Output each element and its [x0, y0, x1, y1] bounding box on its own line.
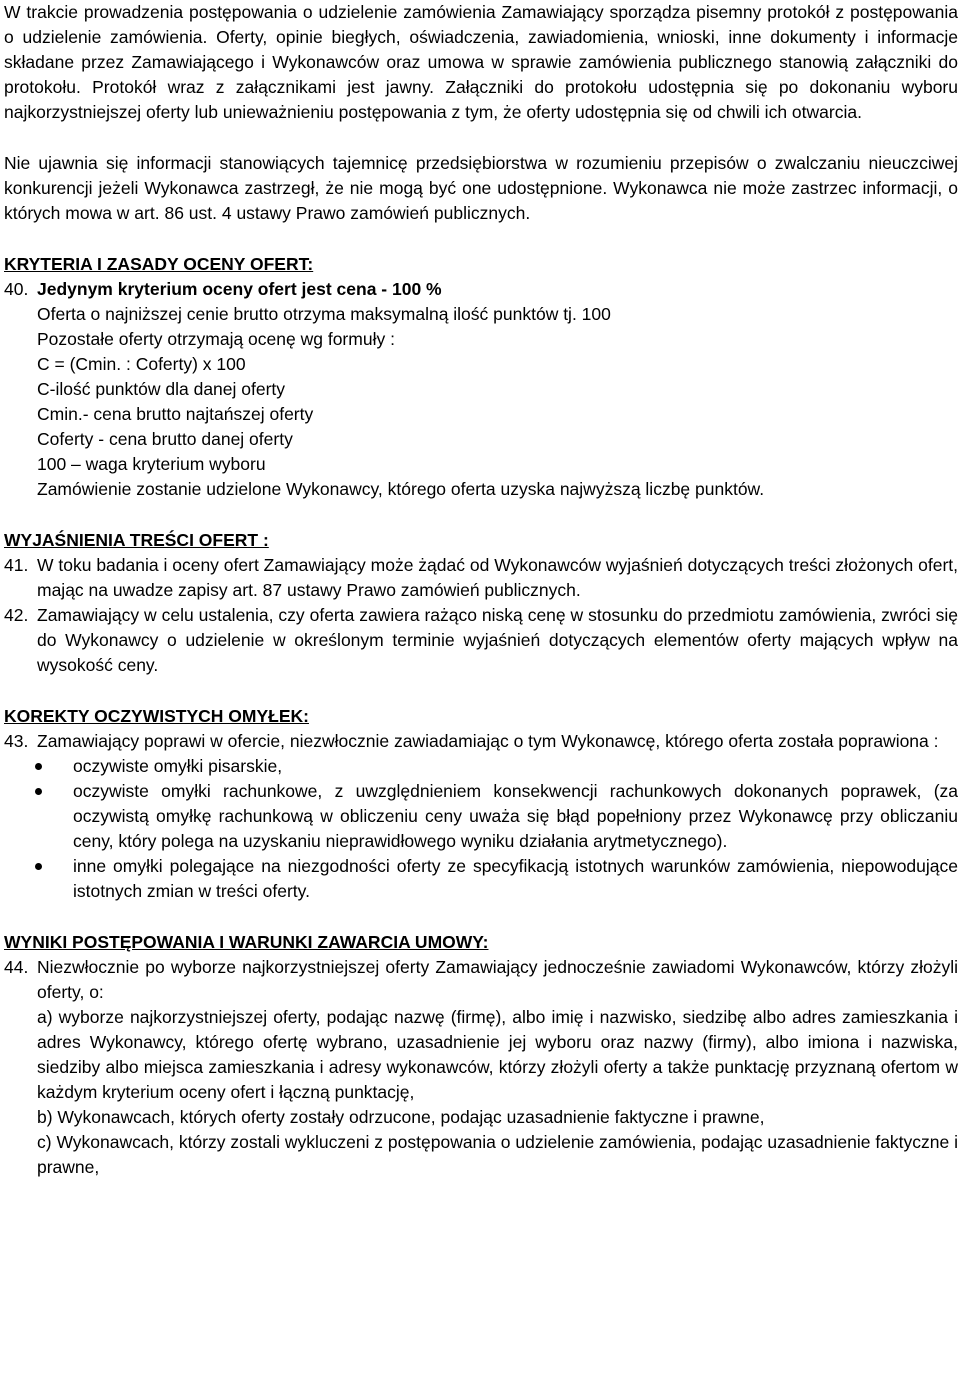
bullet-icon [4, 854, 73, 904]
kryteria-line: C-ilość punktów dla danej oferty [37, 379, 286, 399]
item-text: Zamawiający poprawi w ofercie, niezwłocznie zawiadamiając o tym Wykonawcę, którego oferta została poprawiona : [37, 731, 939, 751]
item-number: 42. [4, 605, 29, 625]
item-number: 43. [4, 731, 29, 751]
kryteria-title: Jedynym kryterium oceny ofert jest cena - 100 % [37, 279, 442, 299]
list-item [4, 854, 958, 904]
heading-korekty: KOREKTY OCZYWISTYCH OMYŁEK: [4, 706, 309, 726]
korekty-bullet-list [4, 754, 958, 904]
heading-wyniki: WYNIKI POSTĘPOWANIA I WARUNKI ZAWARCIA UMOWY: [4, 932, 489, 952]
heading-wyjasnienia: WYJAŚNIENIA TREŚCI OFERT : [4, 530, 269, 550]
item-number: 41. [4, 555, 29, 575]
wyniki-sub-a: a) wyborze najkorzystniejszej oferty, podając nazwę (firmę), albo imię i nazwisko, siedzibę albo adres zamieszkania i adres Wykonawcy, którego ofertę wybrano, uzasadnienie jej wyboru oraz nazwy (firmy), albo imiona i nazwiska, siedziby albo miejsca zamieszkania i adresy wykonawców, którzy złożyli oferty a także punktację przyznaną ofertom w każdym kryterium oceny ofert i łączną punktację, [37, 1007, 958, 1102]
item-43 [4, 729, 958, 754]
heading-kryteria: KRYTERIA I ZASADY OCENY OFERT: [4, 254, 314, 274]
item-44 [4, 955, 958, 1005]
document-page [4, 0, 958, 1180]
wyniki-sub-c: c) Wykonawcach, którzy zostali wykluczeni z postępowania o udzielenie zamówienia, podając uzasadnienie faktyczne i prawne, [37, 1132, 959, 1177]
kryteria-line: 100 – waga kryterium wyboru [37, 454, 266, 474]
kryteria-lines [4, 302, 958, 502]
item-41 [4, 553, 958, 603]
kryteria-line: Cmin.- cena brutto najtańszej oferty [37, 404, 314, 424]
item-42 [4, 603, 958, 678]
intro-paragraph-1: W trakcie prowadzenia postępowania o udzielenie zamówienia Zamawiający sporządza pisemny protokół z postępowania o udzielenie zamówienia. Oferty, opinie biegłych, oświadczenia, zawiadomienia, wnioski, inne dokumenty i informacje składane przez Zamawiającego i Wykonawców oraz umowa w sprawie zamówienia publicznego stanowią załączniki do protokołu. Protokół wraz z załącznikami jest jawny. Załączniki do protokołu udostępnia się po dokonaniu wyboru najkorzystniejszej oferty lub unieważnieniu postępowania z tym, że oferty udostępnia się od chwili ich otwarcia. [4, 2, 958, 122]
item-text: Zamawiający w celu ustalenia, czy oferta zawiera rażąco niską cenę w stosunku do przedmiotu zamówienia, zwróci się do Wykonawcy o udzielenie w określonym terminie wyjaśnień dotyczących elementów oferty mających wpływ na wysokość ceny. [37, 605, 958, 675]
bullet-icon [4, 754, 73, 779]
bullet-text: oczywiste omyłki pisarskie, [73, 756, 283, 776]
intro-paragraph-2: Nie ujawnia się informacji stanowiących tajemnicę przedsiębiorstwa w rozumieniu przepisów o zwalczaniu nieuczciwej konkurencji jeżeli Wykonawca zastrzegł, że nie mogą być one udostępnione. Wykonawca nie może zastrzec informacji, o których mowa w art. 86 ust. 4 ustawy Prawo zamówień publicznych. [4, 153, 958, 223]
list-item [4, 779, 958, 854]
item-text: Niezwłocznie po wyborze najkorzystniejszej oferty Zamawiający jednocześnie zawiadomi Wykonawców, którzy złożyli oferty, o: [37, 957, 958, 1002]
bullet-text: oczywiste omyłki rachunkowe, z uwzględnieniem konsekwencji rachunkowych dokonanych poprawek, (za oczywistą omyłkę rachunkową w obliczeniu ceny uważa się błąd popełniony przez Wykonawcę przy obliczaniu ceny, który polega na uzyskaniu nieprawidłowego wyniku działania arytmetycznego). [73, 781, 958, 851]
item-number: 40. [4, 279, 29, 299]
item-text: W toku badania i oceny ofert Zamawiający może żądać od Wykonawców wyjaśnień dotyczących treści złożonych ofert, mając na uwadze zapisy art. 87 ustawy Prawo zamówień publicznych. [37, 555, 958, 600]
wyniki-sub-b: b) Wykonawcach, których oferty zostały odrzucone, podając uzasadnienie faktyczne i prawne, [37, 1107, 765, 1127]
item-number: 44. [4, 957, 29, 977]
list-item [4, 754, 958, 779]
bullet-icon [4, 779, 73, 854]
bullet-text: inne omyłki polegające na niezgodności oferty ze specyfikacją istotnych warunków zamówienia, niepowodujące istotnych zmian w treści oferty. [73, 856, 958, 901]
kryteria-line: Oferta o najniższej cenie brutto otrzyma maksymalną ilość punktów tj. 100 [37, 304, 611, 324]
item-40 [4, 277, 958, 302]
kryteria-line: Coferty - cena brutto danej oferty [37, 429, 293, 449]
kryteria-line: C = (Cmin. : Coferty) x 100 [37, 354, 246, 374]
kryteria-line: Zamówienie zostanie udzielone Wykonawcy, którego oferta uzyska najwyższą liczbę punktów. [37, 479, 765, 499]
kryteria-line: Pozostałe oferty otrzymają ocenę wg formuły : [37, 329, 395, 349]
